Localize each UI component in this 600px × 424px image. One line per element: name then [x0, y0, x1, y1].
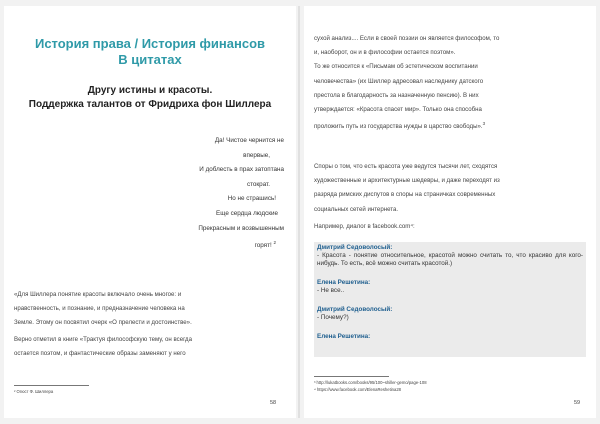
poem-line: Да! Чистое чернится не: [214, 137, 284, 144]
chat-text: - Почему?): [317, 314, 349, 321]
footnote: ² Огюст Ф. Шиллера: [14, 389, 54, 394]
poem-line: впервые,: [243, 151, 270, 159]
page-number: 58: [270, 400, 277, 406]
chat-author: Елена Решетина:: [317, 279, 371, 286]
page-number: 59: [574, 400, 581, 406]
facebook-dialog: [314, 242, 586, 357]
paragraph: сухой анализ.... Если в своей поэзии он является философом, то и, наоборот, он и в философии остается поэтом». То же относится к «Письмам об эстетическом воспитании человечества» (их Шиллер адресовал наследнику датского престола в благодарность за назначенную пенсию). В них утверждается: «Красота спасет мир». Только она способна проложить путь из государства нужды в царство свободы».$^3$: [314, 35, 500, 131]
footnote-divider: [314, 376, 389, 377]
poem-quote: [144, 134, 284, 254]
right-page: [304, 6, 596, 418]
footnote-divider: [14, 385, 89, 386]
chat-message: [314, 242, 586, 271]
chat-message: [314, 331, 586, 344]
chat-message: [314, 277, 586, 298]
footnote-ref: 3: [482, 121, 486, 127]
page-title: История права / История финансов В цитатах: [34, 36, 266, 67]
paragraph: «Для Шиллера понятие красоты включало очень многое: и нравственность, и познание, и предназначение человека на Земле. Этому он посвятил очерк «О прелести и достоинстве».: [14, 291, 192, 327]
poem-line: Но не страшись!: [227, 195, 276, 203]
poem-line: И доблесть в прах затоптана: [199, 166, 284, 174]
paragraph: Споры о том, что есть красота уже ведутся тысячи лет, сходятся художественные и архитектурные шедевры, и даже переходят из разряда римских диспутов в споры на страничках современных социальных сетей интернета.: [314, 163, 500, 213]
chat-author: Дмитрий Седоволосый:: [317, 244, 393, 251]
footnote: ⁴ https://www.facebook.com/ElenaReshetina28: [314, 387, 401, 392]
poem-line: Прекрасным и возвышенным: [198, 224, 284, 232]
chat-text: - Не все..: [317, 287, 345, 294]
footnote-ref: 2: [273, 240, 276, 246]
poem-line: стократ.: [246, 180, 270, 188]
paragraph: Верно отметил в книге «Трактуя философскую тему, он всегда остается поэтом, и фантастические образы заменяют у него: [14, 336, 192, 358]
footnote: ³ http://lukatbooks.com/books/95/100~shiller-gemo/page-108: [314, 380, 427, 385]
poem-line: Еще сердца людские: [216, 209, 278, 217]
chat-text: - Красота - понятие относительное, красотой можно считать то, что красиво для кого-нибудь. То есть, всё можно считать красотой.): [317, 252, 583, 267]
book-spine: [298, 6, 300, 418]
chat-author: Дмитрий Седоволосый:: [317, 306, 393, 313]
chat-author: Елена Решетина:: [317, 333, 371, 340]
chat-message: [314, 304, 586, 325]
left-page: [4, 6, 296, 418]
article-subtitle: Другу истины и красоты. Поддержка талантов от Фридриха фон Шиллера: [28, 85, 272, 110]
poem-line: горят! $^2$: [254, 240, 276, 250]
paragraph: Например, диалог в facebook.com⁴:: [314, 223, 415, 230]
